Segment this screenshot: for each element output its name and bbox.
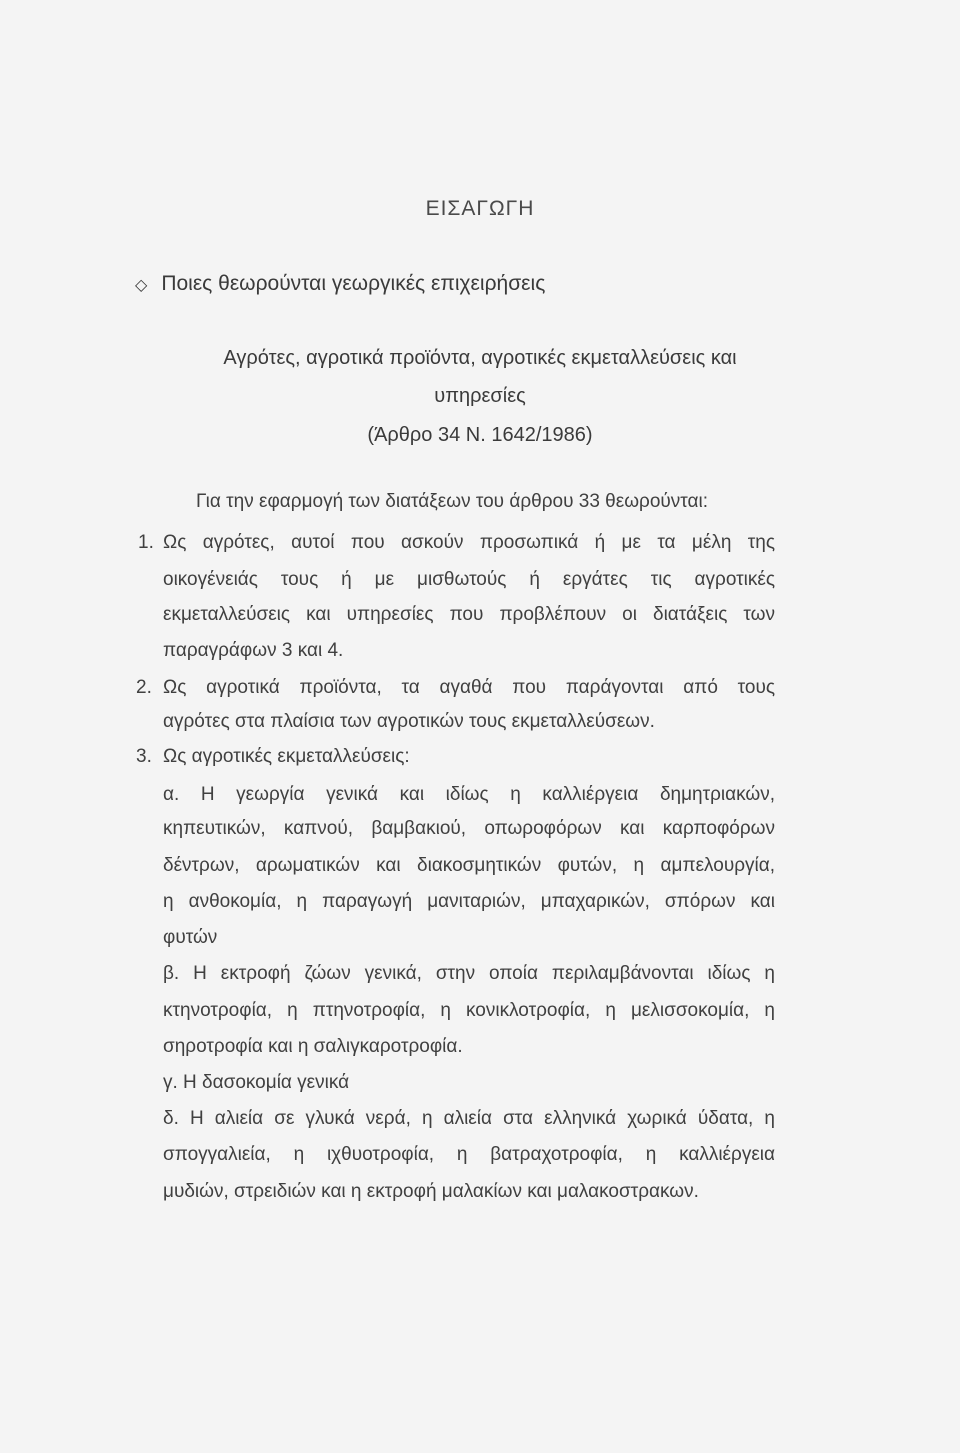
subitem-a-line: α. Η γεωργία γενικά και ιδίως η καλλιέργεια δημητριακών, <box>163 784 775 805</box>
section-heading-text: Ποιες θεωρούνται γεωργικές επιχειρήσεις <box>161 272 546 295</box>
subitem-b-line: κτηνοτροφία, η πτηνοτροφία, η κονικλοτροφία, η μελισσοκομία, η <box>163 1000 775 1021</box>
subitem-d-line: δ. Η αλιεία σε γλυκά νερά, η αλιεία στα ελληνικά χωρικά ύδατα, η <box>163 1108 775 1129</box>
section-heading <box>135 272 545 296</box>
item2-line: αγρότες στα πλαίσια των αγροτικών τους εκμεταλλεύσεων. <box>163 711 655 732</box>
subitem-d-line: μυδιών, στρειδιών και η εκτροφή μαλακίων και μαλακοστρακων. <box>163 1181 699 1202</box>
subitem-d-line: σπογγαλιεία, η ιχθυοτροφία, η βατραχοτροφία, η καλλιέργεια <box>163 1144 775 1165</box>
subitem-a-line: δέντρων, αρωματικών και διακοσμητικών φυτών, η αμπελουργία, <box>163 855 775 876</box>
item1-line: παραγράφων 3 και 4. <box>163 640 344 661</box>
item2-line: Ως αγροτικά προϊόντα, τα αγαθά που παράγονται από τους <box>163 677 775 698</box>
item-number: 3. <box>136 746 152 767</box>
item3-line: Ως αγροτικές εκμεταλλεύσεις: <box>163 746 410 767</box>
subitem-a-line: κηπευτικών, καπνού, βαμβακιού, οπωροφόρων και καρποφόρων <box>163 818 775 839</box>
subitem-a-line: η ανθοκομία, η παραγωγή μανιταριών, μπαχαρικών, σπόρων και <box>163 891 775 912</box>
page-title: ΕΙΣΑΓΩΓΗ <box>425 197 535 220</box>
subtitle-line-1: Αγρότες, αγροτικά προϊόντα, αγροτικές εκμεταλλεύσεις και <box>223 347 737 369</box>
subtitle-line-2: υπηρεσίες <box>434 385 526 407</box>
item1-line: οικογένειάς τους ή με μισθωτούς ή εργάτες τις αγροτικές <box>163 569 775 590</box>
diamond-bullet-icon: ◇ <box>135 277 148 294</box>
item-number: 1. <box>138 532 154 553</box>
item1-line: Ως αγρότες, αυτοί που ασκούν προσωπικά ή με τα μέλη της <box>163 532 775 553</box>
subitem-a-line: φυτών <box>163 927 218 948</box>
subtitle-law-reference: (Άρθρο 34 Ν. 1642/1986) <box>367 424 593 446</box>
item1-line: εκμεταλλεύσεις και υπηρεσίες που προβλέπουν οι διατάξεις των <box>163 604 775 625</box>
subitem-b-line: σηροτροφία και η σαλιγκαροτροφία. <box>163 1036 463 1057</box>
subitem-b-line: β. Η εκτροφή ζώων γενικά, στην οποία περιλαμβάνονται ιδίως η <box>163 963 775 984</box>
subitem-c-line: γ. Η δασοκομία γενικά <box>163 1072 350 1093</box>
intro-paragraph: Για την εφαρμογή των διατάξεων του άρθρου 33 θεωρούνται: <box>196 491 709 512</box>
item-number: 2. <box>136 677 152 698</box>
